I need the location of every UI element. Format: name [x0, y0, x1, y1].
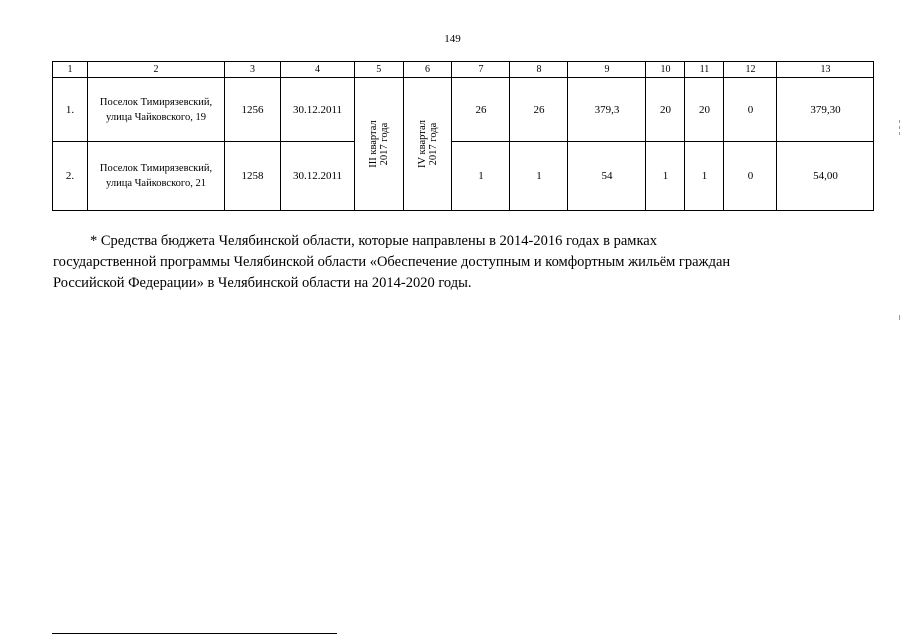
- table-row: [53, 78, 874, 142]
- recognition-date: 30.12.2011: [281, 142, 355, 211]
- address-cell: [88, 142, 225, 211]
- table-cell: 54: [568, 142, 646, 211]
- footnote-line: * Средства бюджета Челябинской области, которые направлены в 2014-2016 годах в рамках: [90, 233, 657, 249]
- address-line: Поселок Тимирязевский,: [99, 163, 213, 174]
- table-cell: 26: [452, 78, 510, 142]
- table-cell: 1: [510, 142, 568, 211]
- column-number: 7: [452, 62, 510, 78]
- row-number: 1.: [53, 78, 88, 142]
- page-number: 149: [444, 33, 461, 45]
- table-cell: 379,30: [777, 78, 874, 142]
- column-number: 8: [510, 62, 568, 78]
- footnote-line: Российской Федерации» в Челябинской области на 2014-2020 годы.: [53, 275, 472, 291]
- address-line: улица Чайковского, 21: [106, 178, 206, 189]
- row-number: 2.: [53, 142, 88, 211]
- address-cell: [88, 78, 225, 142]
- actual-period-text: IV квартал 2017 года: [416, 120, 439, 168]
- column-number: 13: [777, 62, 874, 78]
- column-number-row: [53, 62, 874, 78]
- table-cell: 1: [646, 142, 685, 211]
- column-number: 10: [646, 62, 685, 78]
- table-cell: 1: [452, 142, 510, 211]
- recognition-date: 30.12.2011: [281, 78, 355, 142]
- table-cell: 0: [724, 78, 777, 142]
- table-cell: 1: [685, 142, 724, 211]
- actual-period-cell: [403, 78, 452, 211]
- table-cell: 379,3: [568, 78, 646, 142]
- column-number: 6: [403, 62, 452, 78]
- table-cell: 54,00: [777, 142, 874, 211]
- column-number: 1: [53, 62, 88, 78]
- column-number: 2: [88, 62, 225, 78]
- planned-period-cell: [355, 78, 404, 211]
- table-cell: 26: [510, 78, 568, 142]
- column-number: 12: [724, 62, 777, 78]
- column-number: 5: [355, 62, 404, 78]
- table-cell: 20: [646, 78, 685, 142]
- column-number: 3: [225, 62, 281, 78]
- address-line: Поселок Тимирязевский,: [99, 96, 213, 108]
- house-code: 1258: [225, 142, 281, 211]
- table-cell: 20: [685, 78, 724, 142]
- footnote-separator: [52, 633, 337, 634]
- table-cell: 0: [724, 142, 777, 211]
- table-row: [53, 142, 874, 211]
- scan-edge-marks: [899, 120, 901, 320]
- footnote-line: государственной программы Челябинской области «Обеспечение доступным и комфортным жильём граждан: [53, 254, 731, 270]
- column-number: 9: [568, 62, 646, 78]
- column-number: 11: [685, 62, 724, 78]
- address-line: улица Чайковского, 19: [106, 111, 206, 123]
- housing-table: [52, 61, 874, 211]
- house-code: 1256: [225, 78, 281, 142]
- column-number: 4: [281, 62, 355, 78]
- footnote: [53, 231, 853, 294]
- planned-period-text: III квартал 2017 года: [367, 120, 390, 168]
